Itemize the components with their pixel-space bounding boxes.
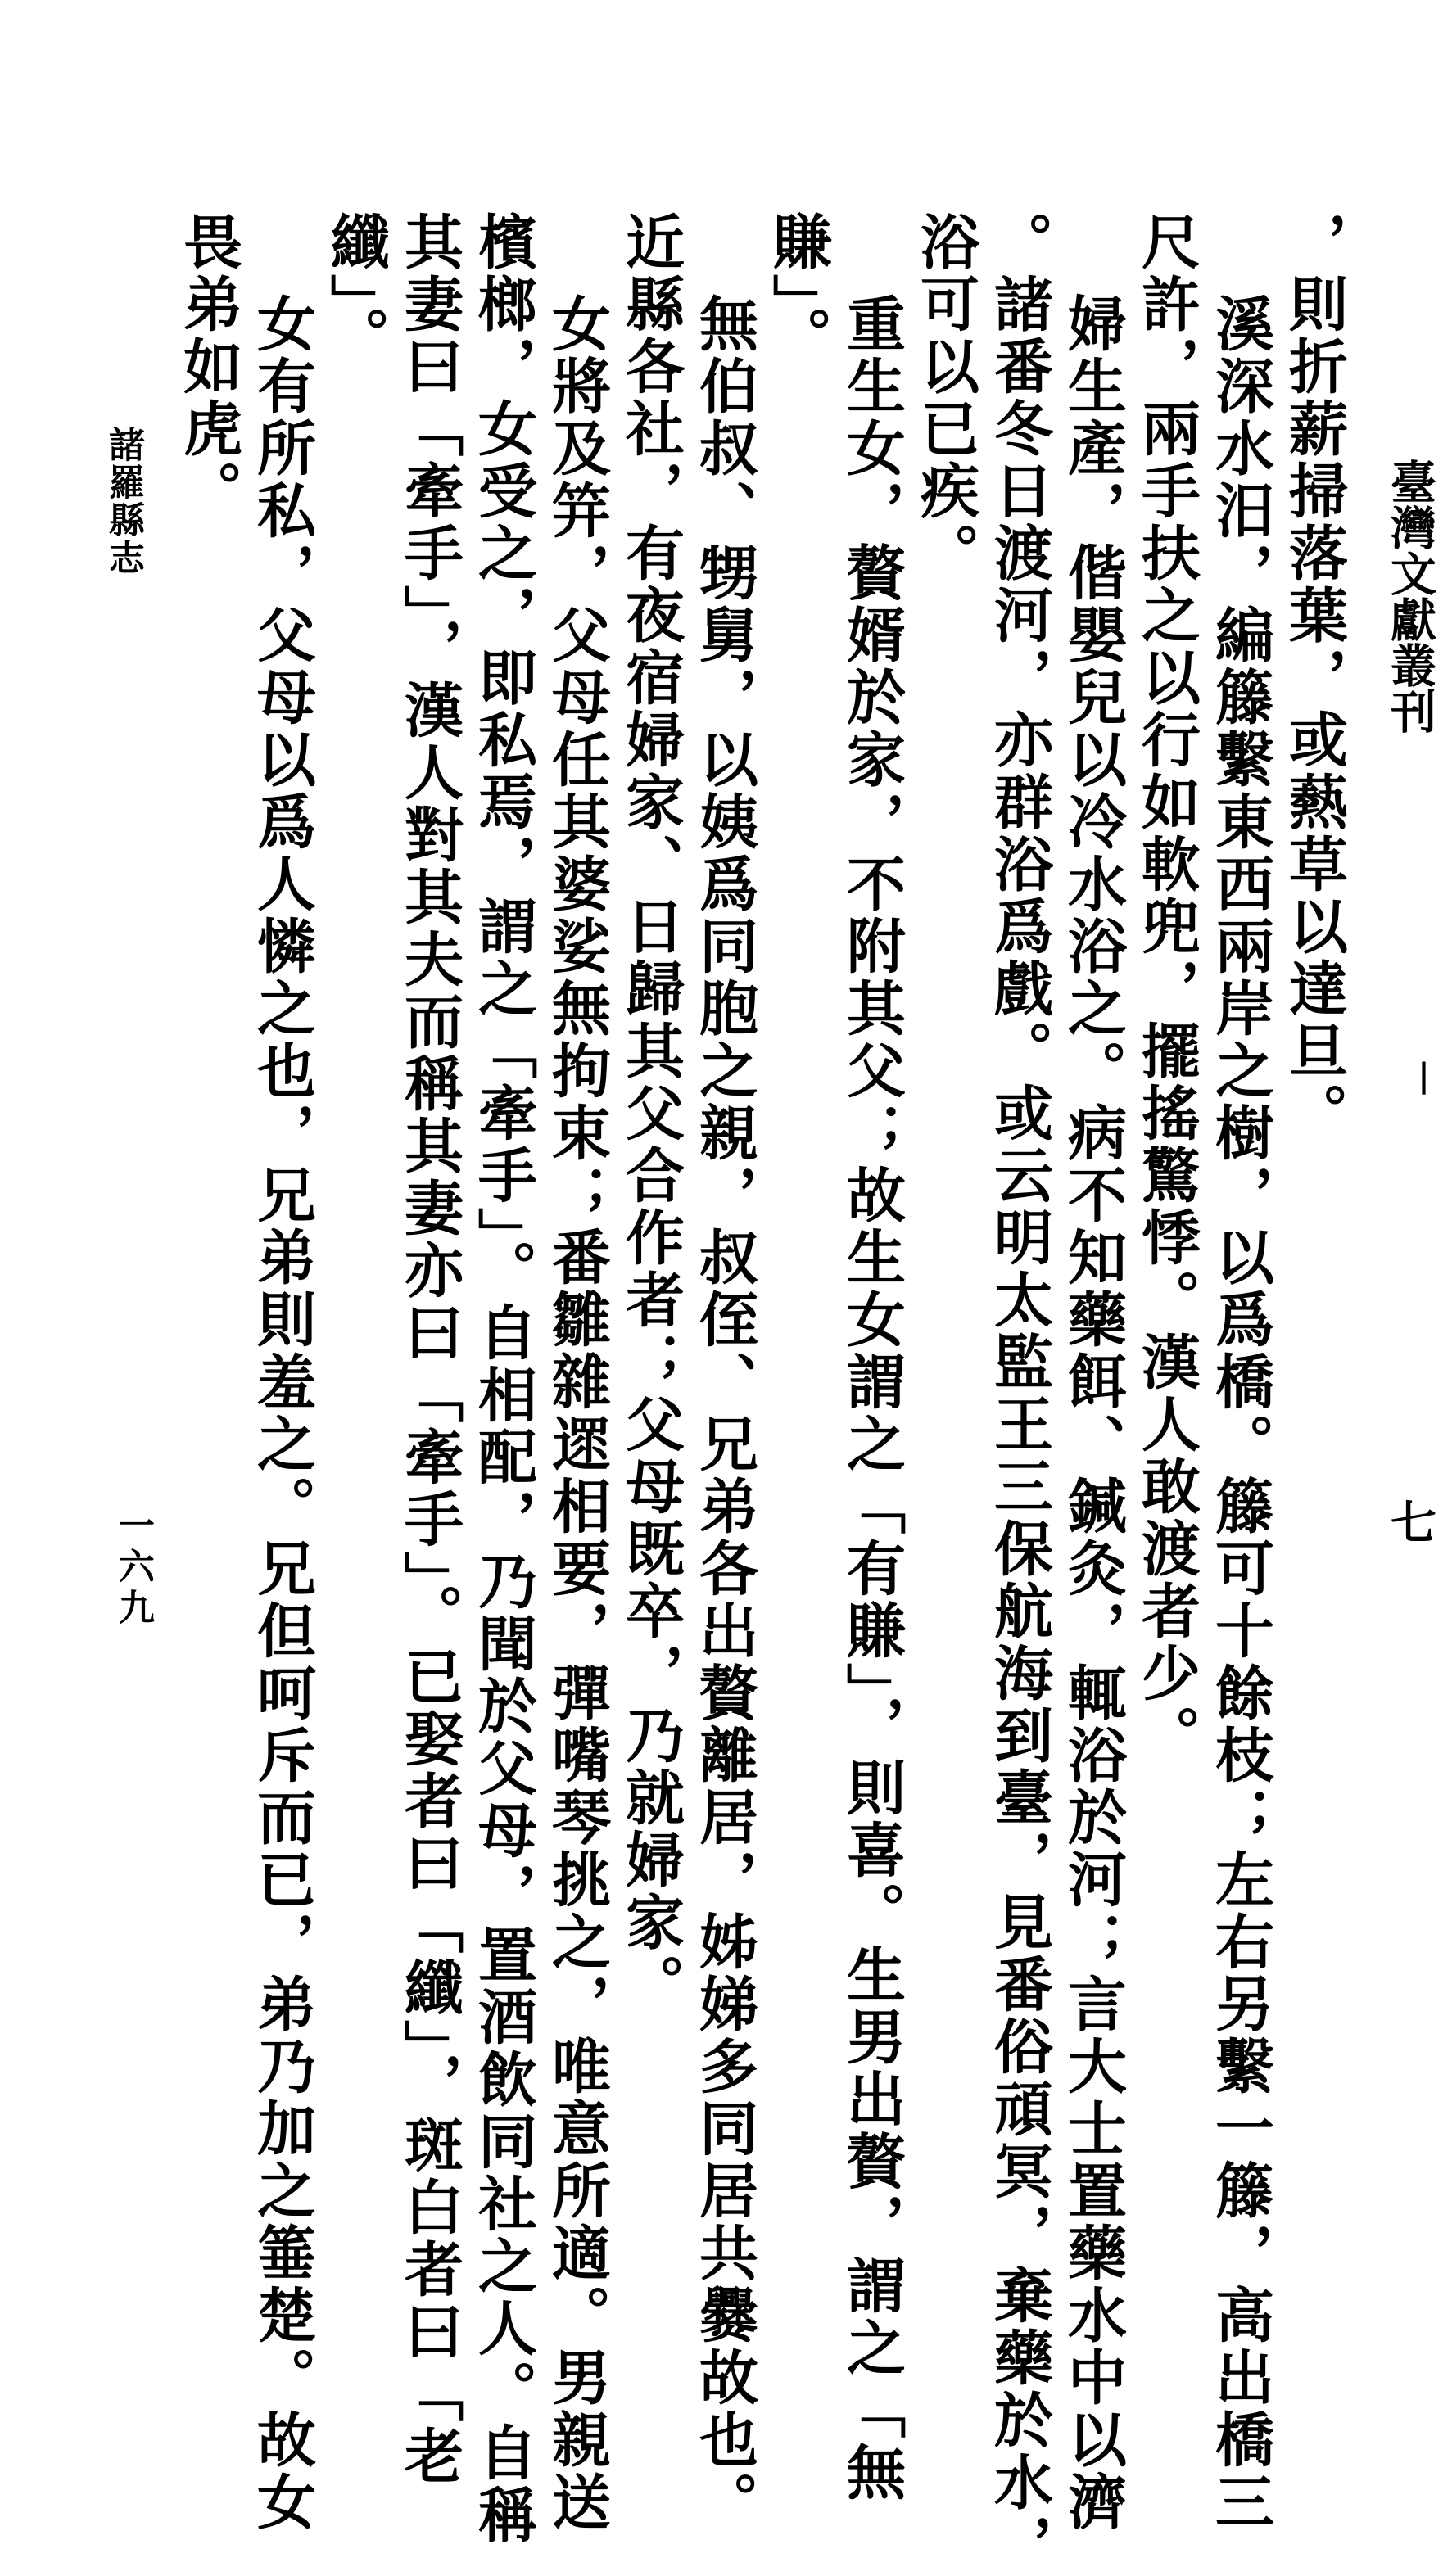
page-number: 一六九 (112, 1507, 154, 1629)
edge-mark: | (1405, 1056, 1443, 1095)
text-column-15: 女有所私，父母以爲人憐之也，兄弟則羞之。兄但呵斥而已，弟乃加之箠楚。故女 (247, 293, 317, 2533)
text-column-5: 。諸番冬日渡河，亦群浴爲戲。或云明太監王三保航海到臺，見番俗頑冥，棄藥於水， (984, 211, 1054, 2576)
edge-header: 臺灣文獻叢刊 (1383, 459, 1437, 734)
text-column-3: 尺許，兩手扶之以行如軟兜，擺搖驚悸。漢人敢渡者少。 (1132, 211, 1201, 1767)
text-column-6: 浴可以已疾。 (911, 211, 980, 585)
edge-right-char: 七 (1383, 1498, 1437, 1544)
text-column-4: 婦生產，偕嬰兒以冷水浴之。病不知藥餌、鍼灸，輒浴於河；言大士置藥水中以濟 (1058, 293, 1128, 2533)
footer-title: 諸羅縣志 (102, 426, 144, 576)
text-column-9: 無伯叔、甥舅，以姨爲同胞之親，叔侄、兄弟各出贅離居，姊娣多同居共爨故也。 (690, 293, 759, 2533)
text-column-16: 畏弟如虎。 (174, 211, 243, 522)
text-column-14: 纖」。 (321, 211, 391, 368)
text-column-7: 重生女，贅婿於家，不附其父；故生女謂之「有賺」，則喜。生男出贅，謂之「無 (837, 293, 907, 2504)
text-column-12: 檳榔，女受之，即私焉，謂之「牽手」。自相配，乃聞於父母，置酒飲同社之人。自稱 (468, 211, 538, 2547)
text-column-13: 其妻曰「牽手」，漢人對其夫而稱其妻亦曰「牽手」。已娶者曰「纖」，斑白者曰「老 (395, 211, 464, 2488)
text-column-11: 女將及笄，父母任其婆娑無拘束；番雛雜遝相要，彈嘴琴挑之，唯意所適。男親送 (542, 293, 612, 2533)
text-column-8: 賺」。 (763, 211, 833, 368)
text-column-2: 溪深水汨，編籐繫東西兩岸之樹，以爲橋。籐可十餘枝；左右另繫一籐，高出橋三 (1206, 293, 1275, 2533)
text-column-1: ，則折薪掃落葉，或爇草以達旦。 (1279, 211, 1349, 1145)
text-column-10: 近縣各社，有夜宿婦家、日歸其父合作者；父母既卒，乃就婦家。 (616, 211, 685, 2016)
